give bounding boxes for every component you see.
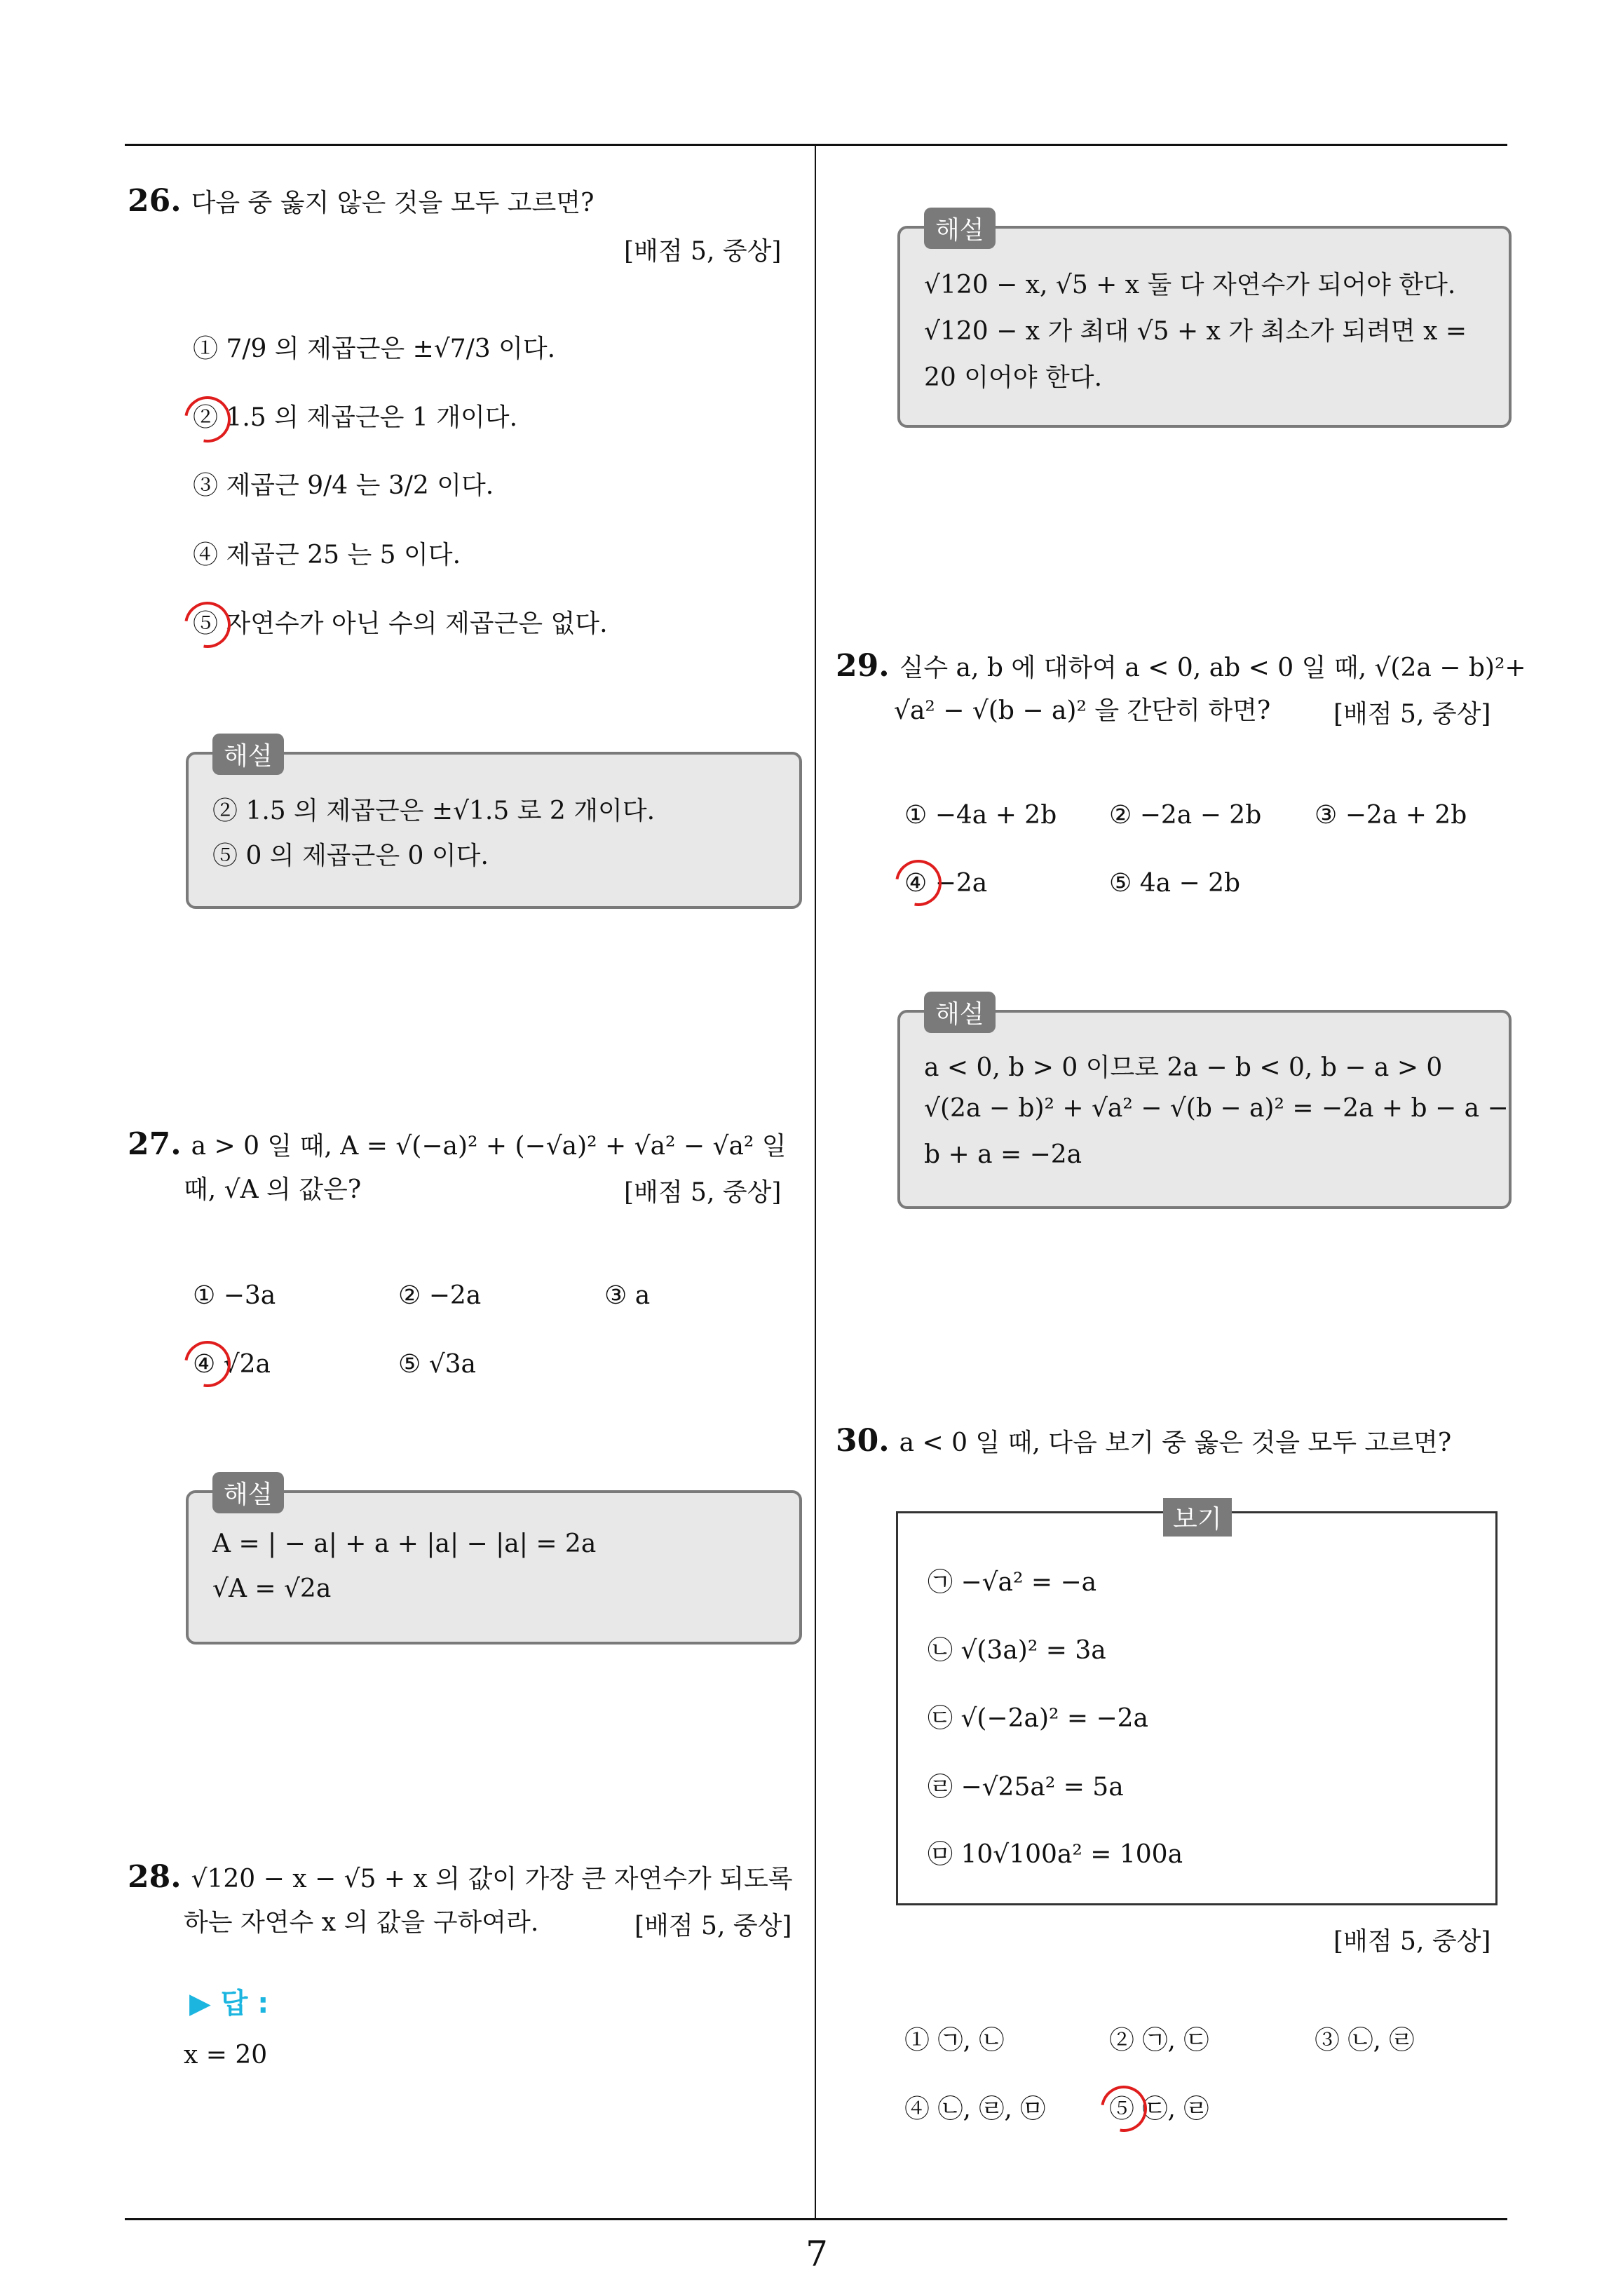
bogi-box <box>896 1505 1498 1905</box>
bogi-item: ㉠ −√a² = −a <box>928 1568 1097 1597</box>
choice-5[interactable]: ⑤ ㉢, ㉣ <box>1109 2095 1209 2123</box>
question-text: a > 0 일 때, A = √(−a)² + (−√a)² + √a² − √a² 일 <box>191 1132 787 1161</box>
solution-tag: 해설 <box>924 208 996 249</box>
solution-line: √120 − x 가 최대 √5 + x 가 최소가 되려면 x = <box>924 317 1467 346</box>
choice-5[interactable]: ⑤ 4a − 2b <box>1109 869 1241 898</box>
choice-4[interactable]: ④ −2a <box>904 869 988 898</box>
choice-1[interactable]: ① −4a + 2b <box>904 801 1057 830</box>
choice-5[interactable]: ⑤ 자연수가 아닌 수의 제곱근은 없다. <box>193 609 608 638</box>
solution-line: 20 이어야 한다. <box>924 363 1103 392</box>
question-number: 26. <box>128 183 182 219</box>
choice-4[interactable]: ④ ㉡, ㉣, ㉤ <box>904 2095 1046 2123</box>
choice-5[interactable]: ⑤ √3a <box>398 1350 477 1379</box>
score: [배점 5, 중상] <box>624 1178 782 1207</box>
solution-line: √120 − x, √5 + x 둘 다 자연수가 되어야 한다. <box>924 271 1456 299</box>
choice-1[interactable]: ① 7/9 의 제곱근은 ±√7/3 이다. <box>193 335 556 363</box>
bogi-item: ㉣ −√25a² = 5a <box>928 1773 1124 1802</box>
question-text: 실수 a, b 에 대하여 a < 0, ab < 0 일 때, √(2a − b)²+ <box>899 654 1526 682</box>
score: [배점 5, 중상] <box>634 1912 792 1940</box>
choice-2[interactable]: ② ㉠, ㉢ <box>1109 2026 1209 2055</box>
solution-line: A = | − a| + a + |a| − |a| = 2a <box>212 1529 597 1558</box>
choice-3[interactable]: ③ a <box>604 1281 651 1310</box>
bottom-rule <box>125 2218 1507 2220</box>
solution-line: ② 1.5 의 제곱근은 ±√1.5 로 2 개이다. <box>212 797 656 825</box>
choice-3[interactable]: ③ −2a + 2b <box>1315 801 1467 830</box>
answer-mark-circle <box>175 1332 240 1396</box>
answer-mark-circle <box>886 851 951 915</box>
answer-label: ▶ 답 : <box>189 1987 269 2020</box>
solution-box <box>897 216 1512 428</box>
question-number: 27. <box>128 1126 182 1162</box>
answer-mark-circle <box>1092 2076 1156 2141</box>
page-number: 7 <box>806 2234 828 2274</box>
question-28-line2: 하는 자연수 x 의 값을 구하여라. <box>184 1908 539 1937</box>
solution-box <box>186 742 802 909</box>
column-divider <box>815 145 816 2218</box>
choice-4[interactable]: ④ √2a <box>193 1350 271 1379</box>
question-text: 다음 중 옳지 않은 것을 모두 고르면? <box>191 189 595 217</box>
answer-value: x = 20 <box>184 2041 268 2069</box>
question-29 <box>836 644 1526 691</box>
question-text: a < 0 일 때, 다음 보기 중 옳은 것을 모두 고르면? <box>899 1429 1452 1457</box>
solution-line: √(2a − b)² + √a² − √(b − a)² = −2a + b − a − <box>924 1094 1509 1123</box>
bogi-item: ㉤ 10√100a² = 100a <box>928 1840 1183 1869</box>
solution-line: b + a = −2a <box>924 1140 1082 1169</box>
solution-tag: 해설 <box>212 1472 284 1513</box>
question-27-line2: 때, √A 의 값은? <box>184 1175 362 1204</box>
bogi-item: ㉢ √(−2a)² = −2a <box>928 1704 1149 1733</box>
question-29-line2: √a² − √(b − a)² 을 간단히 하면? <box>894 696 1271 725</box>
choice-2[interactable]: ② −2a <box>398 1281 482 1310</box>
score: [배점 5, 중상] <box>624 237 782 266</box>
solution-tag: 해설 <box>212 734 284 775</box>
choice-2[interactable]: ② −2a − 2b <box>1109 801 1262 830</box>
solution-box <box>186 1480 802 1645</box>
question-number: 29. <box>836 648 890 684</box>
question-number: 28. <box>128 1859 182 1895</box>
question-26 <box>128 179 594 226</box>
question-number: 30. <box>836 1423 890 1459</box>
solution-box <box>897 1000 1512 1209</box>
choice-1[interactable]: ① ㉠, ㉡ <box>904 2026 1005 2055</box>
choice-1[interactable]: ① −3a <box>193 1281 276 1310</box>
solution-tag: 해설 <box>924 992 996 1033</box>
answer-mark-circle <box>175 593 240 657</box>
answer-mark-circle <box>175 387 240 452</box>
bogi-item: ㉡ √(3a)² = 3a <box>928 1636 1106 1665</box>
question-28 <box>128 1855 793 1902</box>
question-30 <box>836 1419 1451 1466</box>
bogi-tag: 보기 <box>1163 1498 1232 1537</box>
choice-3[interactable]: ③ 제곱근 9/4 는 3/2 이다. <box>193 471 494 500</box>
solution-line: a < 0, b > 0 이므로 2a − b < 0, b − a > 0 <box>924 1053 1443 1082</box>
question-text: √120 − x − √5 + x 의 값이 가장 큰 자연수가 되도록 <box>191 1865 793 1893</box>
choice-4[interactable]: ④ 제곱근 25 는 5 이다. <box>193 541 461 569</box>
choice-2[interactable]: ② 1.5 의 제곱근은 1 개이다. <box>193 403 518 432</box>
solution-line: √A = √2a <box>212 1574 332 1603</box>
choice-3[interactable]: ③ ㉡, ㉣ <box>1315 2026 1415 2055</box>
solution-line: ⑤ 0 의 제곱근은 0 이다. <box>212 842 489 870</box>
question-27 <box>128 1122 787 1169</box>
score: [배점 5, 중상] <box>1333 700 1491 729</box>
top-rule <box>125 144 1507 146</box>
score: [배점 5, 중상] <box>1333 1927 1491 1956</box>
